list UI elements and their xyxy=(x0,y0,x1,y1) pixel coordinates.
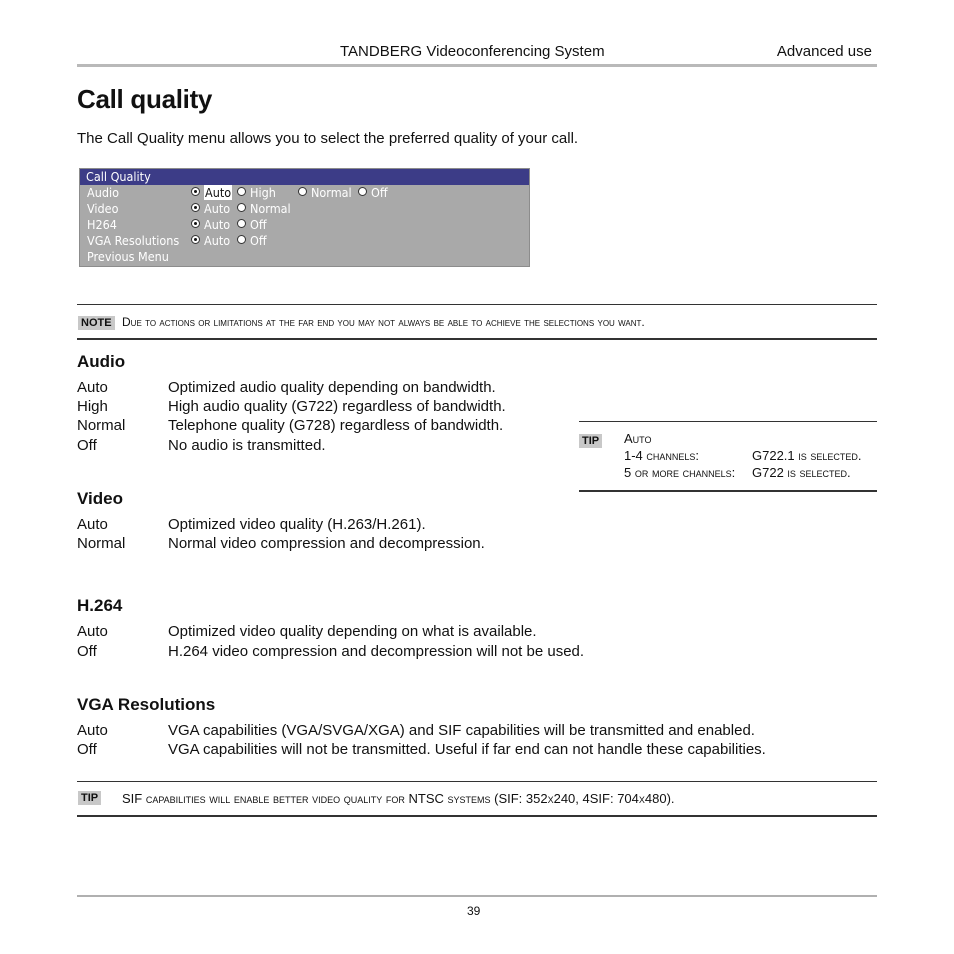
radio-icon xyxy=(358,187,367,196)
term: Normal xyxy=(77,417,126,434)
section-heading-audio: Audio xyxy=(77,352,126,371)
radio-icon xyxy=(237,235,246,244)
page-title: Call quality xyxy=(77,84,213,114)
note-top-rule xyxy=(77,304,877,305)
menu-row-video[interactable] xyxy=(80,201,529,217)
term: Auto xyxy=(77,516,108,533)
menu-label: Video xyxy=(87,201,119,216)
menu-option-audio-auto[interactable]: Auto xyxy=(191,185,232,201)
term: Normal xyxy=(77,535,126,552)
section-heading-h264: H.264 xyxy=(77,596,123,615)
radio-icon xyxy=(237,187,246,196)
description: VGA capabilities will not be transmitted. Useful if far end can not handle these capabilities. xyxy=(168,741,766,758)
header-section-name: Advanced use xyxy=(776,43,872,60)
menu-label: VGA Resolutions xyxy=(87,233,180,248)
footer-rule xyxy=(77,895,877,897)
menu-option-audio-high[interactable]: High xyxy=(237,185,276,201)
intro-paragraph: The Call Quality menu allows you to select the preferred quality of your call. xyxy=(77,130,579,147)
note-badge: NOTE xyxy=(78,313,115,331)
page-number: 39 xyxy=(467,904,481,918)
tip-audio-row2-value: G722 is selected. xyxy=(752,465,851,480)
menu-label: Previous Menu xyxy=(87,249,169,264)
menu-option-video-auto[interactable]: Auto xyxy=(191,201,230,217)
term: Auto xyxy=(77,379,108,396)
menu-option-vga-auto[interactable]: Auto xyxy=(191,233,230,249)
section-heading-video: Video xyxy=(77,489,123,508)
menu-row-vga-resolutions[interactable] xyxy=(80,233,529,249)
description: VGA capabilities (VGA/SVGA/XGA) and SIF capabilities will be transmitted and enabled. xyxy=(168,722,755,739)
radio-icon xyxy=(237,219,246,228)
menu-option-audio-normal[interactable]: Normal xyxy=(298,185,352,201)
term: Off xyxy=(77,437,97,454)
tip-audio-row1-value: G722.1 is selected. xyxy=(752,448,862,463)
menu-option-video-normal[interactable]: Normal xyxy=(237,201,291,217)
description: Telephone quality (G728) regardless of bandwidth. xyxy=(168,417,504,434)
description: H.264 video compression and decompression will not be used. xyxy=(168,643,585,660)
term: Auto xyxy=(77,722,108,739)
radio-selected-icon xyxy=(191,235,200,244)
section-heading-vga-resolutions: VGA Resolutions xyxy=(77,695,216,714)
menu-option-audio-off[interactable]: Off xyxy=(358,185,388,201)
tip-audio-row1-label: 1-4 channels: xyxy=(624,448,700,463)
menu-label: H264 xyxy=(87,217,117,232)
radio-selected-icon xyxy=(191,219,200,228)
menu-option-h264-off[interactable]: Off xyxy=(237,217,267,233)
description: Optimized video quality (H.263/H.261). xyxy=(168,516,426,533)
description: Optimized audio quality depending on bandwidth. xyxy=(168,379,496,396)
description: No audio is transmitted. xyxy=(168,437,326,454)
menu-option-h264-auto[interactable]: Auto xyxy=(191,217,230,233)
radio-selected-icon xyxy=(191,187,200,196)
menu-row-previous-menu[interactable] xyxy=(80,249,529,265)
menu-row-audio[interactable] xyxy=(80,185,529,201)
description: Optimized video quality depending on what is available. xyxy=(168,623,537,640)
tip-audio-row2-label: 5 or more channels: xyxy=(624,465,736,480)
tip-sif-text: SIF capabilities will enable better video quality for NTSC systems (SIF: 352x240, 4SIF: 704x480). xyxy=(122,791,675,806)
tip-audio-title: Auto xyxy=(624,431,652,446)
term: Off xyxy=(77,741,97,758)
note-bottom-rule xyxy=(77,338,877,340)
tip-sif-bottom-rule xyxy=(77,815,877,817)
radio-icon xyxy=(237,203,246,212)
term: Auto xyxy=(77,623,108,640)
radio-icon xyxy=(298,187,307,196)
tip-audio-top-rule xyxy=(579,421,877,422)
term: High xyxy=(77,398,108,415)
menu-option-vga-off[interactable]: Off xyxy=(237,233,267,249)
header-rule xyxy=(77,64,877,67)
menu-row-h264[interactable] xyxy=(80,217,529,233)
menu-title: Call Quality xyxy=(80,169,529,185)
description: High audio quality (G722) regardless of bandwidth. xyxy=(168,398,506,415)
note-text: Due to actions or limitations at the far end you may not always be able to achieve the selections you want. xyxy=(122,315,645,329)
term: Off xyxy=(77,643,97,660)
tip-audio-badge: TIP xyxy=(579,431,602,449)
tip-audio-bottom-rule xyxy=(579,490,877,492)
tip-sif-top-rule xyxy=(77,781,877,782)
tip-sif-badge: TIP xyxy=(78,788,101,806)
description: Normal video compression and decompression. xyxy=(168,535,485,552)
radio-selected-icon xyxy=(191,203,200,212)
call-quality-menu xyxy=(79,168,530,267)
menu-label: Audio xyxy=(87,185,119,200)
header-document-title: TANDBERG Videoconferencing System xyxy=(340,43,605,60)
